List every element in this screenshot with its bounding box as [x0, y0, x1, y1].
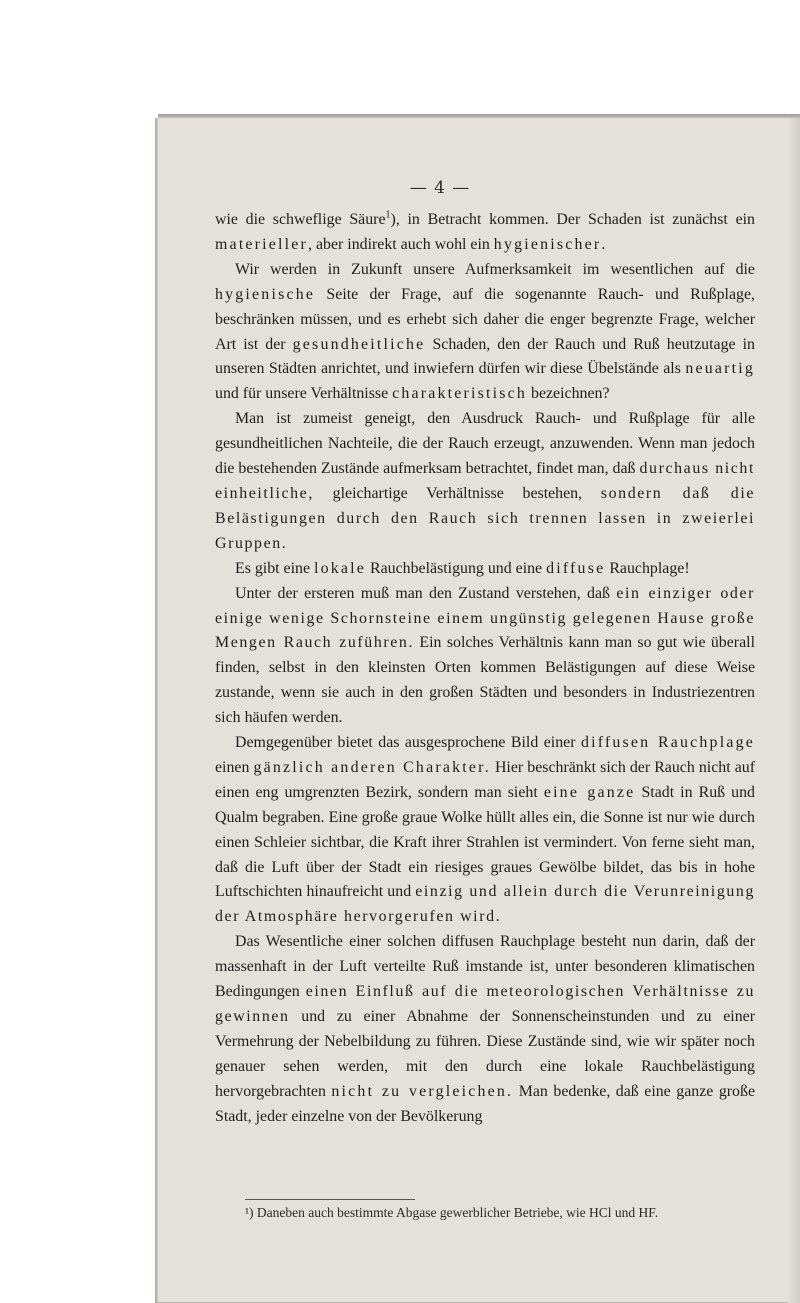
- footnote-reference: 1: [385, 209, 391, 221]
- spaced-emphasis: materieller: [215, 235, 309, 253]
- spaced-emphasis: hygienische: [215, 285, 316, 303]
- spaced-emphasis: hygienischer: [493, 235, 602, 253]
- spaced-emphasis: nicht zu vergleichen.: [331, 1082, 514, 1100]
- paragraph-3: Man ist zumeist geneigt, den Ausdruck Rauch- und Rußplage für alle gesundheitlichen Nachteile, die der Rauch erzeugt, anzuwenden. Wenn man jedoch die bestehenden Zustände aufmerksam betrachtet, findet man, daß durchaus nicht einheitliche, gleichartige Verhältnisse bestehen, sondern daß die Belästigungen durch den Rauch sich trennen lassen in zweierlei Gruppen.: [215, 410, 755, 552]
- footnote-text: Daneben auch bestimmte Abgase gewerblicher Betriebe, wie HCl und HF.: [253, 1205, 659, 1220]
- spaced-emphasis: charakteristisch: [392, 385, 528, 403]
- spaced-emphasis: diffuse: [546, 559, 606, 577]
- spaced-emphasis: diffusen Rauchplage: [580, 734, 755, 752]
- spaced-emphasis: lokale: [314, 559, 367, 577]
- paragraph-1: wie die schweflige Säure$^1$), in Betracht kommen. Der Schaden ist zunächst ein materieller, aber indirekt auch wohl ein hygienischer.: [215, 209, 755, 253]
- paragraph-7: Das Wesentliche einer solchen diffusen Rauchplage besteht nun darin, daß der massenhaft in der Luft verteilte Ruß imstande ist, unter besonderen klimatischen Bedingungen einen Einfluß auf die meteorologischen Verhältnisse zu gewinnen und zu einer Abnahme der Sonnenscheinstunden und zu einer Vermehrung der Nebelbildung zu führen. Diese Zustände sind, wie wir später noch genauer sehen werden, mit den durch eine lokale Rauchbelästigung hervorgebrachten nicht zu vergleichen. Man bedenke, daß eine ganze große Stadt, jeder einzelne von der Bevölkerung: [215, 933, 755, 1125]
- spaced-emphasis: einen Einfluß auf die meteorologischen Verhältnisse zu gewinnen: [215, 983, 755, 1025]
- spaced-emphasis: sondern daß die Belästigungen durch den Rauch sich trennen lassen in zweierlei Gruppen.: [215, 484, 755, 552]
- paragraph-5: Unter der ersteren muß man den Zustand verstehen, daß ein einziger oder einige wenige Schornsteine einem ungünstig gelegenen Hause große Mengen Rauch zuführen. Ein solches Verhältnis kann man so gut wie überall finden, selbst in den kleinsten Orten kommen Belästigungen auf diese Weise zustande, wenn sie auch in den großen Städten und besonders in Industriezentren sich häufen werden.: [215, 584, 755, 727]
- paragraph-6: Demgegenüber bietet das ausgesprochene Bild einer diffusen Rauchplage einen gänzlich anderen Charakter. Hier beschränkt sich der Rauch nicht auf einen eng umgrenzten Bezirk, sondern man sieht eine ganze Stadt in Ruß und Qualm begraben. Eine große graue Wolke hüllt alles ein, die Sonne ist nur wie durch einen Schleier sichtbar, die Kraft ihrer Strahlen ist vermindert. Von ferne sieht man, daß die Luft über der Stadt ein riesiges graues Gewölbe bildet, das bis in hohe Luftschichten hinaufreicht und einzig und allein durch die Verunreinigung der Atmosphäre hervorgerufen wird.: [215, 734, 756, 926]
- footnote: [245, 1203, 765, 1223]
- paragraph-2: Wir werden in Zukunft unsere Aufmerksamkeit im wesentlichen auf die hygienische Seite der Frage, auf die sogenannte Rauch- und Rußplage, beschränken müssen, und es erhebt sich daher die enger begrenzte Frage, welcher Art ist der gesundheitliche Schaden, den der Rauch und Ruß heutzutage in unseren Städten anrichtet, und inwiefern dürfen wir diese Übelstände als neuartig und für unsere Verhältnisse charakteristisch bezeichnen?: [215, 260, 755, 403]
- spaced-emphasis: gänzlich anderen Charakter.: [253, 758, 491, 776]
- footnote-rule: [245, 1199, 415, 1200]
- body-text: [215, 208, 755, 1130]
- spaced-emphasis: eine ganze: [543, 783, 636, 801]
- spaced-emphasis: neuartig: [685, 360, 755, 378]
- footnote-marker: ¹): [245, 1205, 254, 1220]
- page-number: — 4 —: [409, 178, 471, 198]
- paragraph-4: Es gibt eine lokale Rauchbelästigung und eine diffuse Rauchplage!: [235, 559, 690, 577]
- page-edge-right: [788, 118, 800, 1303]
- spaced-emphasis: durchaus nicht einheitliche,: [215, 460, 755, 502]
- spaced-emphasis: einzig und allein durch die Verunreinigung der Atmosphäre hervorgerufen wird.: [215, 883, 756, 926]
- spaced-emphasis: gesundheitliche: [292, 335, 426, 353]
- spaced-emphasis: ein einziger oder einige wenige Schornsteine einem ungünstig gelegenen Hause große Mengen Rauch zuführen.: [215, 584, 755, 652]
